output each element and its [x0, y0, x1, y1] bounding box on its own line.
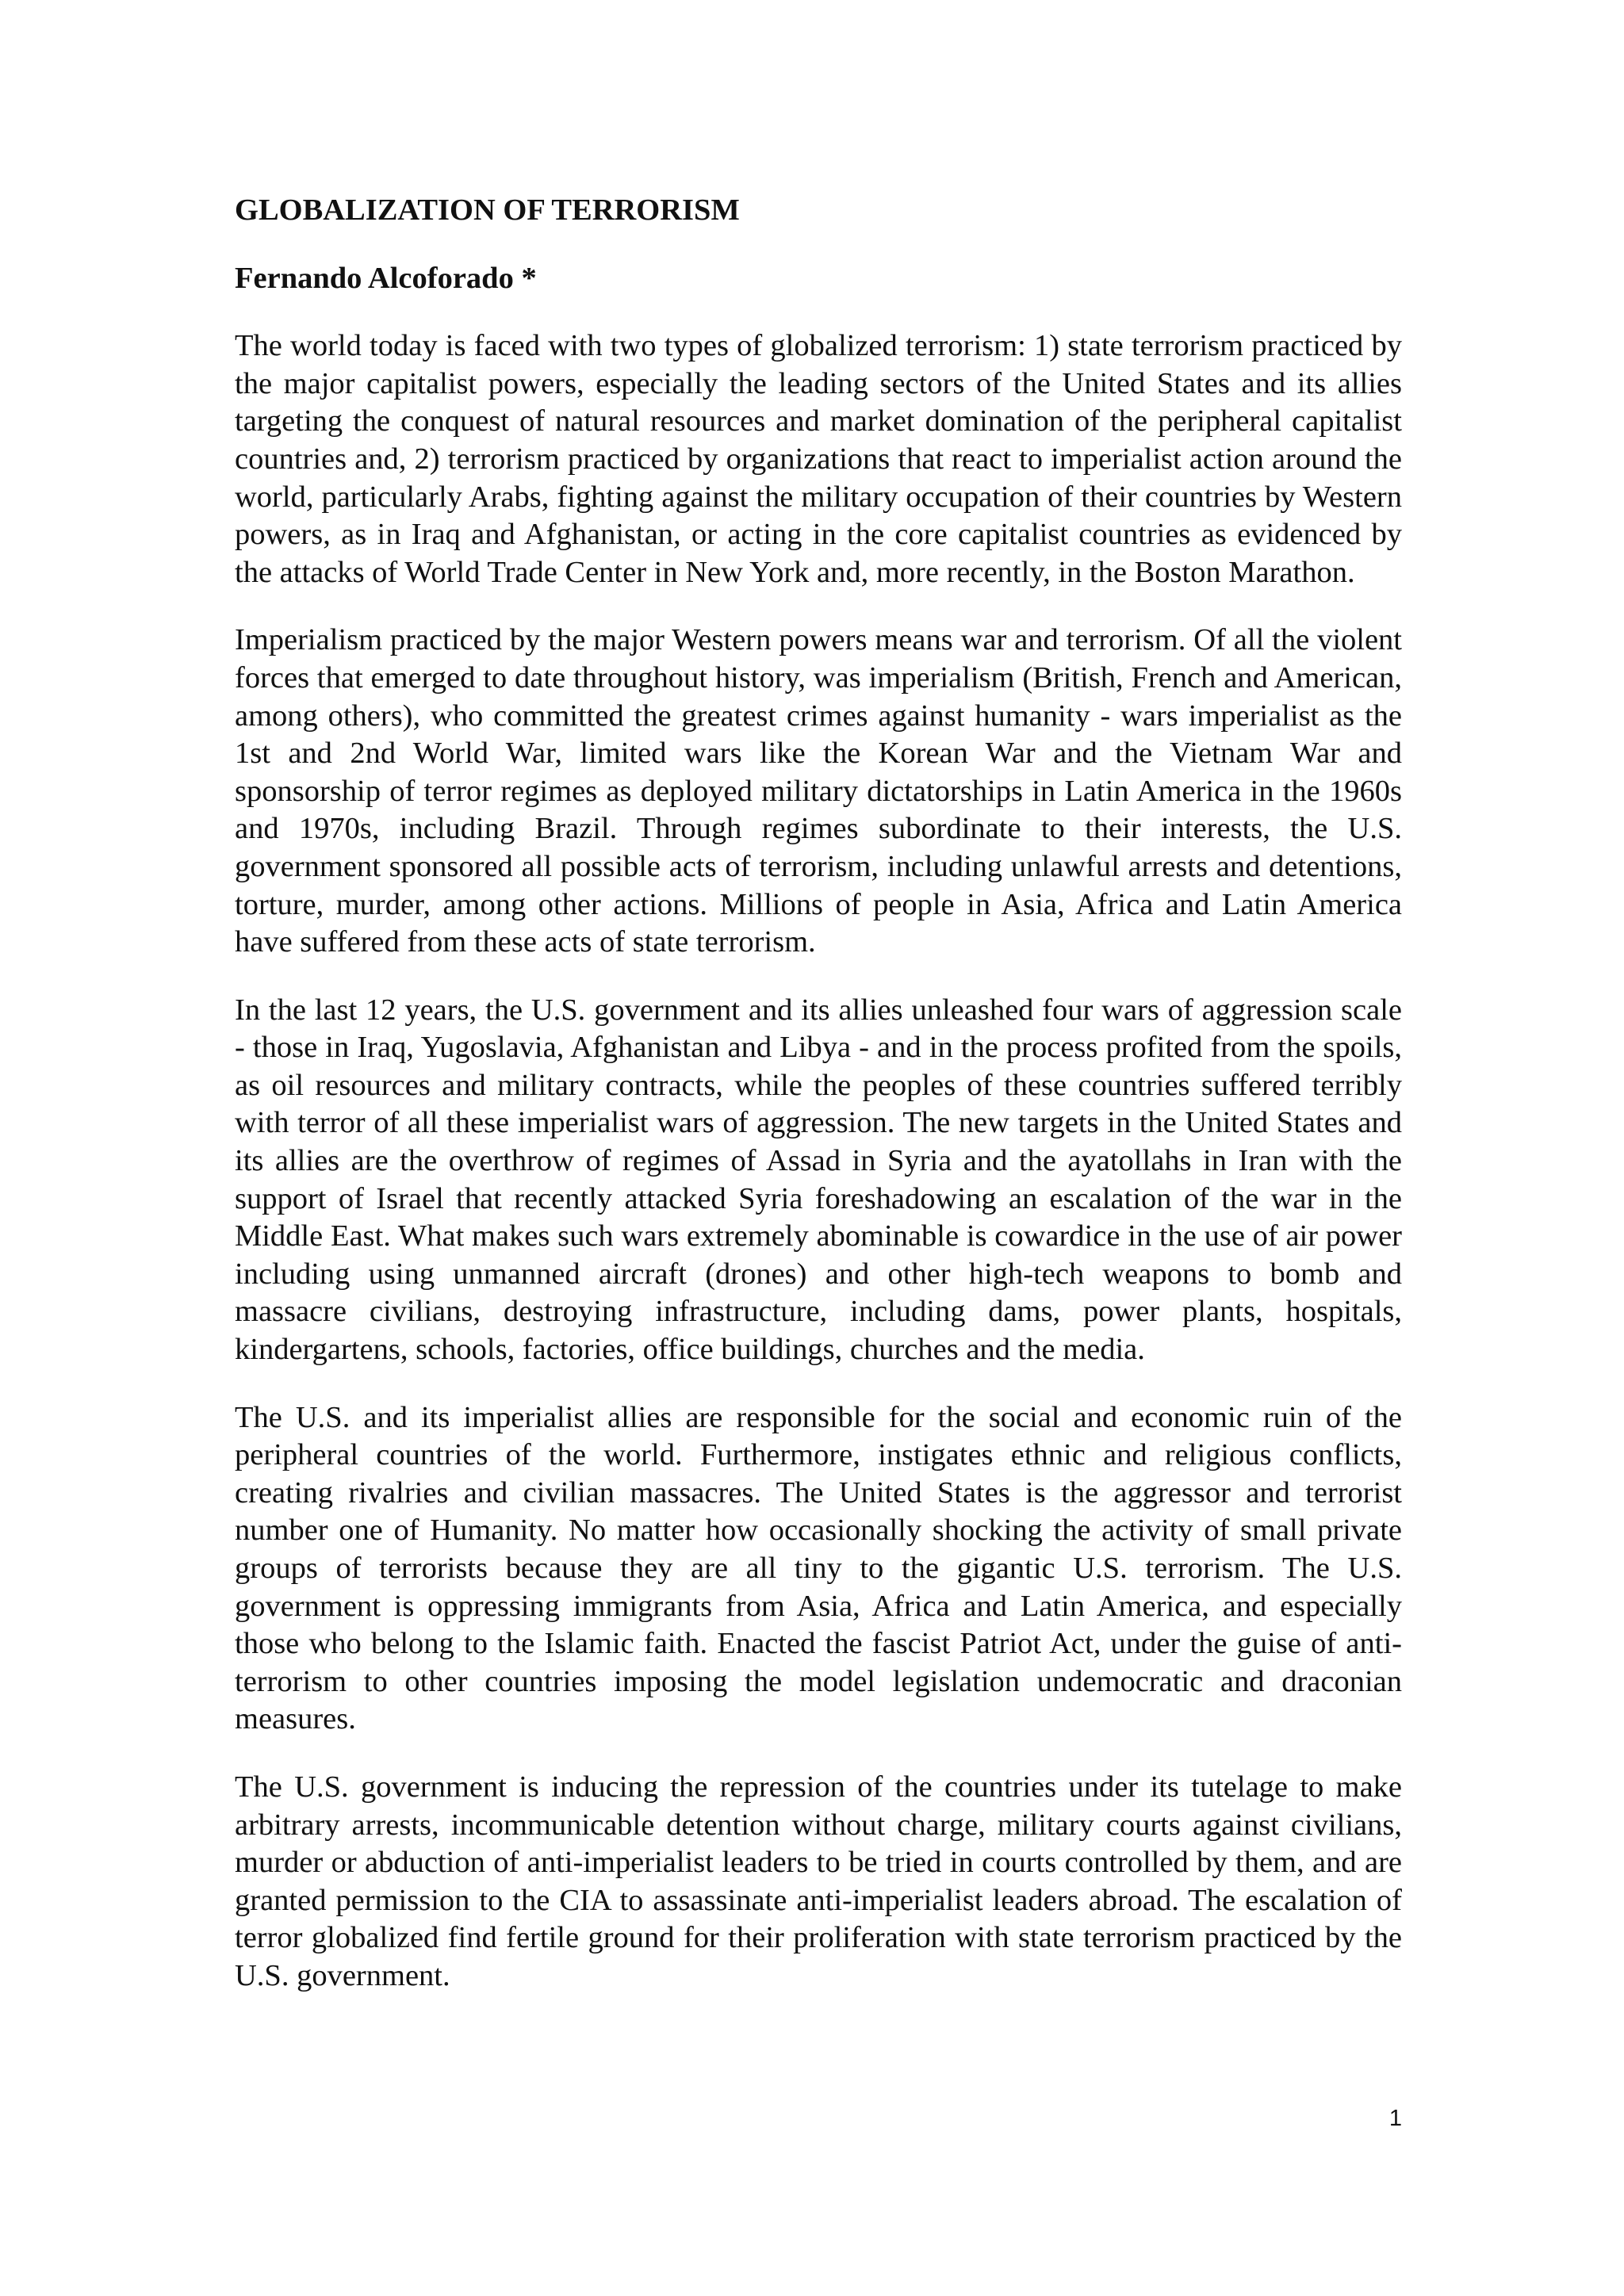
- paragraph-4: The U.S. and its imperialist allies are responsible for the social and economic ruin of the peripheral countries of the world. Furthermore, instigates ethnic and religious conflicts, creating rivalries and civilian massacres. The United States is the aggressor and terrorist number one of Humanity. No matter how occasionally shocking the activity of small private groups of terrorists because they are all tiny to the gigantic U.S. terrorism. The U.S. government is oppressing immigrants from Asia, Africa and Latin America, and especially those who belong to the Islamic faith. Enacted the fascist Patriot Act, under the guise of anti-terrorism to other countries imposing the model legislation undemocratic and draconian measures.: [235, 1400, 1402, 1736]
- page-number: 1: [1388, 2106, 1402, 2131]
- paragraph-3: In the last 12 years, the U.S. government and its allies unleashed four wars of aggression scale - those in Iraq, Yugoslavia, Afghanistan and Libya - and in the process profited from the spoils, as oil resources and military contracts, while the peoples of these countries suffered terribly with terror of all these imperialist wars of aggression. The new targets in the United States and its allies are the overthrow of regimes of Assad in Syria and the ayatollahs in Iran with the support of Israel that recently attacked Syria foreshadowing an escalation of the war in the Middle East. What makes such wars extremely abominable is cowardice in the use of air power including using unmanned aircraft (drones) and other high-tech weapons to bomb and massacre civilians, destroying infrastructure, including dams, power plants, hospitals, kindergartens, schools, factories, office buildings, churches and the media.: [235, 993, 1402, 1367]
- paragraph-5: The U.S. government is inducing the repression of the countries under its tutelage to make arbitrary arrests, incommunicable detention without charge, military courts against civilians, murder or abduction of anti-imperialist leaders to be tried in courts controlled by them, and are granted permission to the CIA to assassinate anti-imperialist leaders abroad. The escalation of terror globalized find fertile ground for their proliferation with state terrorism practiced by the U.S. government.: [235, 1770, 1402, 1992]
- document-title: GLOBALIZATION OF TERRORISM: [235, 193, 740, 227]
- document-body: [235, 192, 1402, 2026]
- paragraph-1: The world today is faced with two types of globalized terrorism: 1) state terrorism practiced by the major capitalist powers, especially the leading sectors of the United States and its allies targeting the conquest of natural resources and market domination of the peripheral capitalist countries and, 2) terrorism practiced by organizations that react to imperialist action around the world, particularly Arabs, fighting against the military occupation of their countries by Western powers, as in Iraq and Afghanistan, or acting in the core capitalist countries as evidenced by the attacks of World Trade Center in New York and, more recently, in the Boston Marathon.: [235, 329, 1402, 589]
- author-name: Fernando Alcoforado *: [235, 261, 537, 295]
- paragraph-2: Imperialism practiced by the major Western powers means war and terrorism. Of all the violent forces that emerged to date throughout history, was imperialism (British, French and American, among others), who committed the greatest crimes against humanity - wars imperialist as the 1st and 2nd World War, limited wars like the Korean War and the Vietnam War and sponsorship of terror regimes as deployed military dictatorships in Latin America in the 1960s and 1970s, including Brazil. Through regimes subordinate to their interests, the U.S. government sponsored all possible acts of terrorism, including unlawful arrests and detentions, torture, murder, among other actions. Millions of people in Asia, Africa and Latin America have suffered from these acts of state terrorism.: [235, 623, 1402, 959]
